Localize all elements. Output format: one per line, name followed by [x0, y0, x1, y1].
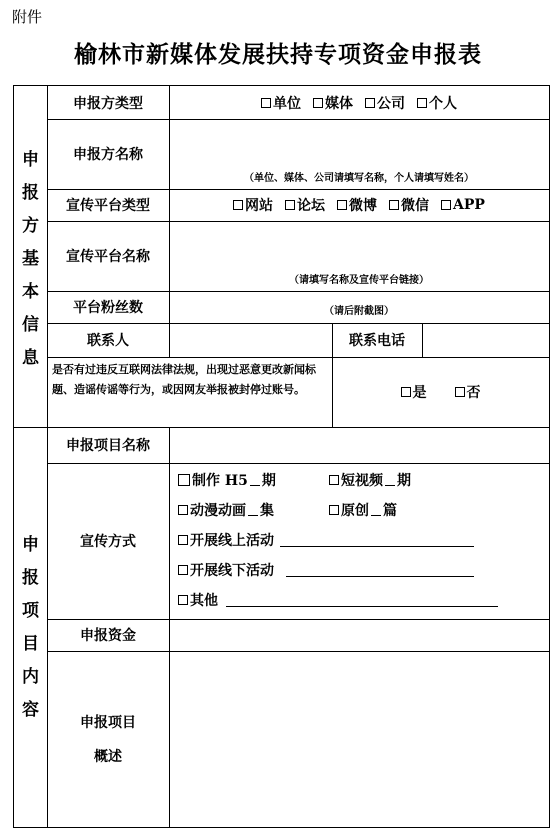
method-offline-activity[interactable]: 开展线下活动 [178, 560, 474, 580]
section1-heading: 申 报 方 基 本 信 息 [22, 150, 39, 368]
method-label: 宣传方式 [80, 534, 136, 550]
checkbox-box-icon[interactable] [178, 505, 188, 515]
annex-label: 附件 [12, 8, 43, 26]
application-form [13, 85, 550, 828]
other-blank[interactable] [226, 594, 498, 607]
violation-statement: 是否有过违反互联网法律法规，出现过恶意更改新闻标题、造谣传谣等行为，或因网友举报被封停过账号。 [52, 363, 316, 396]
checkbox-box-icon[interactable] [178, 565, 188, 575]
funds-label: 申报资金 [80, 628, 136, 644]
applicant-type-label: 申报方类型 [73, 95, 143, 112]
checkbox-box-icon[interactable] [417, 98, 427, 108]
funds-field[interactable] [170, 620, 549, 651]
method-online-activity[interactable]: 开展线上活动 [178, 530, 474, 550]
contact-phone-field[interactable] [423, 324, 549, 357]
checkbox-website[interactable]: 网站 [233, 195, 273, 215]
method-other[interactable]: 其他 [178, 590, 498, 610]
fans-label: 平台粉丝数 [73, 300, 143, 316]
checkbox-box-icon[interactable] [401, 387, 411, 397]
checkbox-company[interactable]: 公司 [365, 93, 405, 113]
form-title: 榆林市新媒体发展扶持专项资金申报表 [74, 41, 482, 68]
method-h5[interactable]: 制作 H5 期 [178, 470, 276, 490]
summary-field[interactable] [170, 652, 549, 827]
checkbox-box-icon[interactable] [329, 505, 339, 515]
video-count-blank[interactable] [385, 475, 395, 486]
fans-note: （请后附截图） [324, 306, 394, 317]
checkbox-wechat[interactable]: 微信 [389, 195, 429, 215]
platform-name-label: 宣传平台名称 [66, 249, 150, 265]
platform-type-label: 宣传平台类型 [66, 198, 150, 214]
method-animation[interactable]: 动漫动画 集 [178, 500, 274, 520]
method-original[interactable]: 原创 篇 [329, 500, 397, 520]
checkbox-box-icon[interactable] [389, 200, 399, 210]
h5-count-blank[interactable] [250, 475, 260, 486]
applicant-name-note: （单位、媒体、公司请填写名称，个人请填写姓名） [244, 173, 474, 184]
checkbox-box-icon[interactable] [455, 387, 465, 397]
contact-label: 联系人 [87, 333, 129, 349]
checkbox-individual[interactable]: 个人 [417, 93, 457, 113]
platform-type-options [169, 189, 549, 221]
checkbox-yes[interactable]: 是 [401, 382, 427, 402]
platform-name-note: （请填写名称及宣传平台链接） [289, 275, 429, 286]
project-name-label: 申报项目名称 [66, 438, 150, 454]
checkbox-unit[interactable]: 单位 [261, 93, 301, 113]
violation-options [332, 357, 549, 427]
checkbox-box-icon[interactable] [329, 475, 339, 485]
checkbox-box-icon[interactable] [441, 200, 451, 210]
orig-count-blank[interactable] [371, 505, 381, 516]
project-name-field[interactable] [170, 428, 549, 463]
checkbox-media[interactable]: 媒体 [313, 93, 353, 113]
checkbox-app[interactable]: APP [441, 197, 485, 213]
checkbox-box-icon[interactable] [233, 200, 243, 210]
checkbox-forum[interactable]: 论坛 [285, 195, 325, 215]
checkbox-box-icon[interactable] [178, 535, 188, 545]
contact-phone-label: 联系电话 [349, 333, 405, 349]
anim-count-blank[interactable] [248, 505, 258, 516]
offline-activity-blank[interactable] [286, 564, 474, 577]
contact-field[interactable] [170, 324, 332, 357]
platform-name-field[interactable] [170, 222, 549, 272]
checkbox-box-icon[interactable] [178, 595, 188, 605]
method-short-video[interactable]: 短视频 期 [329, 470, 411, 490]
checkbox-box-icon[interactable] [178, 474, 190, 486]
applicant-type-options [169, 86, 549, 119]
section2-heading: 申 报 项 目 内 容 [22, 535, 39, 720]
applicant-name-field[interactable] [170, 120, 549, 170]
checkbox-no[interactable]: 否 [455, 382, 481, 402]
online-activity-blank[interactable] [280, 534, 474, 547]
checkbox-box-icon[interactable] [313, 98, 323, 108]
checkbox-box-icon[interactable] [261, 98, 271, 108]
checkbox-box-icon[interactable] [337, 200, 347, 210]
checkbox-box-icon[interactable] [365, 98, 375, 108]
checkbox-weibo[interactable]: 微博 [337, 195, 377, 215]
checkbox-box-icon[interactable] [285, 200, 295, 210]
summary-label: 申报项目 概述 [80, 715, 136, 765]
applicant-name-label: 申报方名称 [73, 147, 143, 163]
